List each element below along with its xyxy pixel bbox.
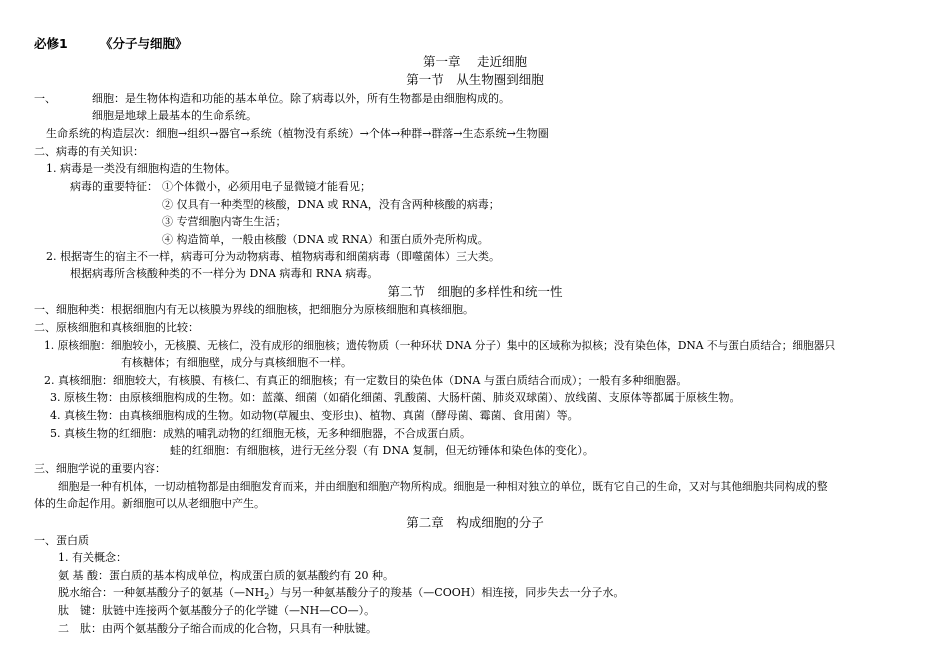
cell-compare-heading: 二、原核细胞和真核细胞的比较： <box>34 321 199 334</box>
virus-point-3: 根据病毒所含核酸种类的不一样分为 DNA 病毒和 RNA 病毒。 <box>70 267 379 280</box>
virus-point-1: 1. 病毒是一类没有细胞构造的生物体。 <box>46 162 236 175</box>
cell-definition: 细胞：是生物体构造和功能的基本单位。除了病毒以外，所有生物都是由细胞构成的。 <box>92 92 510 105</box>
chapter-2-title: 第二章 构成细胞的分子 <box>406 515 544 530</box>
protein-heading: 一、蛋白质 <box>34 534 89 547</box>
concepts-heading: 1. 有关概念： <box>58 551 127 564</box>
cell-theory-heading: 三、细胞学说的重要内容： <box>34 462 166 475</box>
chapter-1-title: 第一章 走近细胞 <box>423 54 527 69</box>
book-title: 《分子与细胞》 <box>100 36 188 51</box>
section-2-title: 第二节 细胞的多样性和统一性 <box>387 284 563 299</box>
item-number: 一、 <box>34 92 56 105</box>
frog-red-blood-cell: 蛙的红细胞：有细胞核，进行无丝分裂（有 DNA 复制，但无纺锤体和染色体的变化）。 <box>170 444 594 457</box>
prokaryote-organism: 3. 原核生物：由原核细胞构成的生物。如：蓝藻、细菌（如硝化细菌、乳酸菌、大肠杆菌、肺炎双球菌）、放线菌、支原体等都属于原核生物。 <box>50 391 741 404</box>
virus-heading: 二、病毒的有关知识： <box>34 145 144 158</box>
cell-life-system: 细胞是地球上最基本的生命系统。 <box>92 109 257 122</box>
peptide-bond-def: 肽 键：肽链中连接两个氨基酸分子的化学键（—NH—CO—）。 <box>58 604 376 617</box>
amino-acid-def: 氨 基 酸：蛋白质的基本构成单位，构成蛋白质的氨基酸约有 20 种。 <box>58 569 394 582</box>
life-system-levels: 生命系统的构造层次：细胞→组织→器官→系统（植物没有系统）→个体→种群→群落→生态系统→生物圈 <box>46 127 549 140</box>
prokaryote-cell-cont: 有核糖体；有细胞壁，成分与真核细胞不一样。 <box>121 356 352 369</box>
dehydration-def: 脱水缩合：一种氨基酸分子的氨基$(—NH_2)$与另一种氨基酸分子的羧基（—COOH）相连接，同步失去一分子水。 <box>58 586 625 602</box>
virus-features-label: 病毒的重要特征： <box>70 180 158 193</box>
cell-theory-text-1: 细胞是一种有机体，一切动植物都是由细胞发育而来，并由细胞和细胞产物所构成。细胞是一种相对独立的单位，既有它自己的生命，又对与其他细胞共同构成的整 <box>58 480 828 493</box>
prokaryote-cell: 1. 原核细胞：细胞较小，无核膜、无核仁，没有成形的细胞核；遗传物质（一种环状 DNA 分子）集中的区域称为拟核；没有染色体，DNA 不与蛋白质结合；细胞器只 <box>44 339 836 352</box>
eukaryote-cell: 2. 真核细胞：细胞较大，有核膜、有核仁、有真正的细胞核；有一定数目的染色体（DNA 与蛋白质结合而成）；一般有多种细胞器。 <box>44 374 688 387</box>
virus-feature-1: ①个体微小，必须用电子显微镜才能看见； <box>162 180 371 193</box>
cell-types: 一、细胞种类：根据细胞内有无以核膜为界线的细胞核，把细胞分为原核细胞和真核细胞。 <box>34 303 474 316</box>
virus-feature-2: ② 仅具有一种类型的核酸，DNA 或 RNA，没有含两种核酸的病毒； <box>162 198 500 211</box>
cell-theory-text-2: 体的生命起作用。新细胞可以从老细胞中产生。 <box>34 497 265 510</box>
red-blood-cell: 5. 真核生物的红细胞：成熟的哺乳动物的红细胞无核，无多种细胞器，不合成蛋白质。 <box>50 427 471 440</box>
dipeptide-def: 二 肽：由两个氨基酸分子缩合而成的化合物，只具有一种肽键。 <box>58 622 377 635</box>
virus-feature-3: ③ 专营细胞内寄生生活； <box>162 215 287 228</box>
course-label: 必修1 <box>34 36 68 51</box>
virus-feature-4: ④ 构造简单，一般由核酸（DNA 或 RNA）和蛋白质外壳所构成。 <box>162 233 489 246</box>
section-1-title: 第一节 从生物圈到细胞 <box>406 72 544 87</box>
eukaryote-organism: 4. 真核生物：由真核细胞构成的生物。如动物(草履虫、变形虫)、植物、真菌（酵母菌、霉菌、食用菌）等。 <box>50 409 579 422</box>
virus-point-2: 2. 根据寄生的宿主不一样，病毒可分为动物病毒、植物病毒和细菌病毒（即噬菌体）三大类。 <box>46 250 500 263</box>
